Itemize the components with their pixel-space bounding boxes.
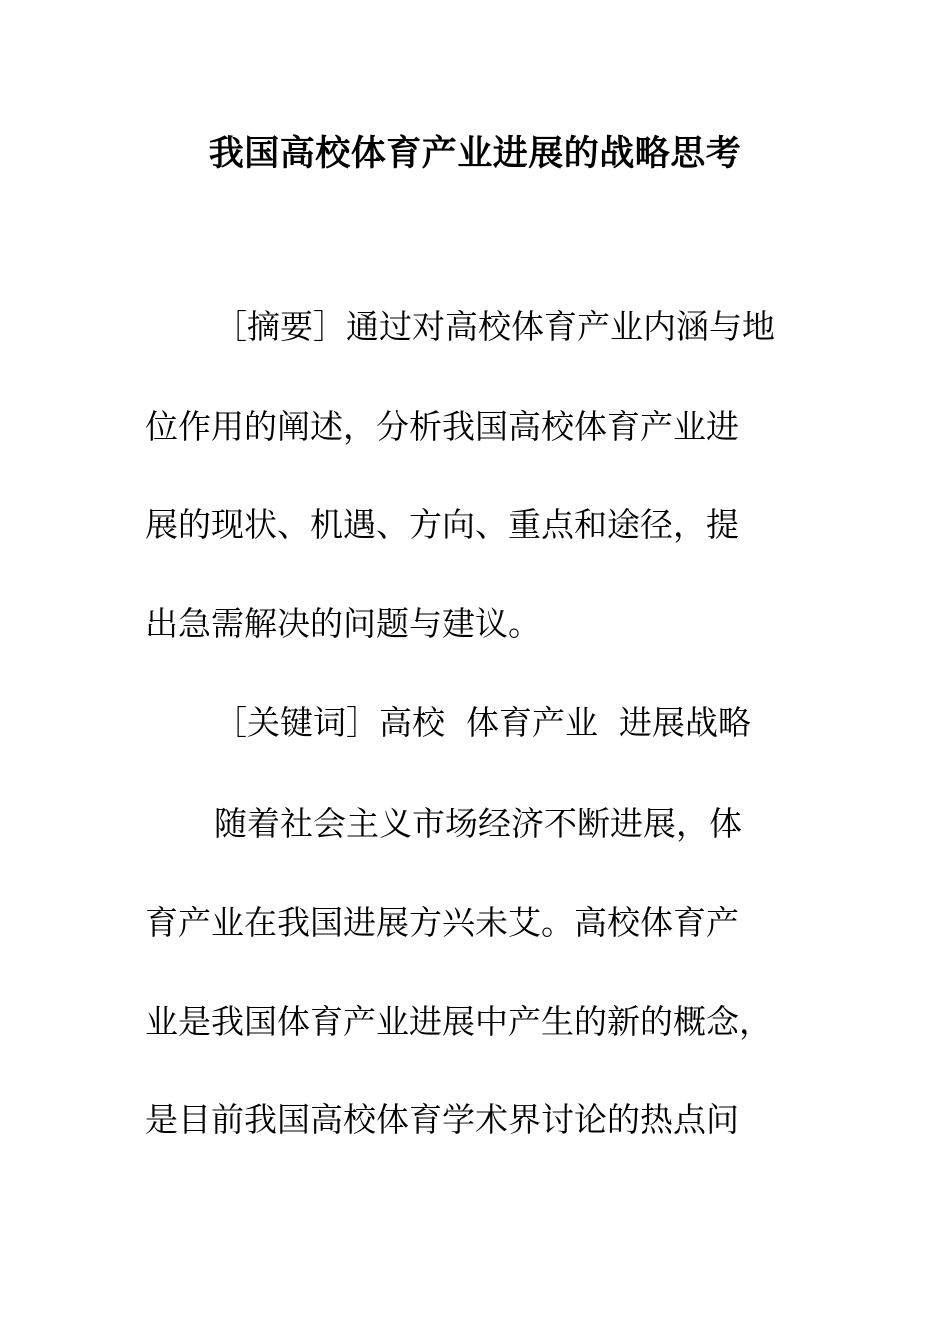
body-line-3: 业是我国体育产业进展中产生的新的概念， bbox=[145, 1002, 772, 1041]
abstract-line-2: 位作用的阐述，分析我国高校体育产业进 bbox=[145, 407, 739, 446]
body-line-4: 是目前我国高校体育学术界讨论的热点问 bbox=[145, 1100, 739, 1139]
abstract-line-1: ［摘要］通过对高校体育产业内涵与地 bbox=[214, 307, 775, 346]
body-line-2: 育产业在我国进展方兴未艾。高校体育产 bbox=[145, 903, 739, 942]
keywords-line: ［关键词］高校 体育产业 进展战略 bbox=[214, 703, 751, 742]
abstract-line-3: 展的现状、机遇、方向、重点和途径，提 bbox=[145, 505, 739, 544]
document-title: 我国高校体育产业进展的战略思考 bbox=[208, 133, 742, 174]
abstract-line-4: 出急需解决的问题与建议。 bbox=[145, 604, 541, 643]
body-line-1: 随着社会主义市场经济不断进展，体 bbox=[214, 804, 742, 843]
